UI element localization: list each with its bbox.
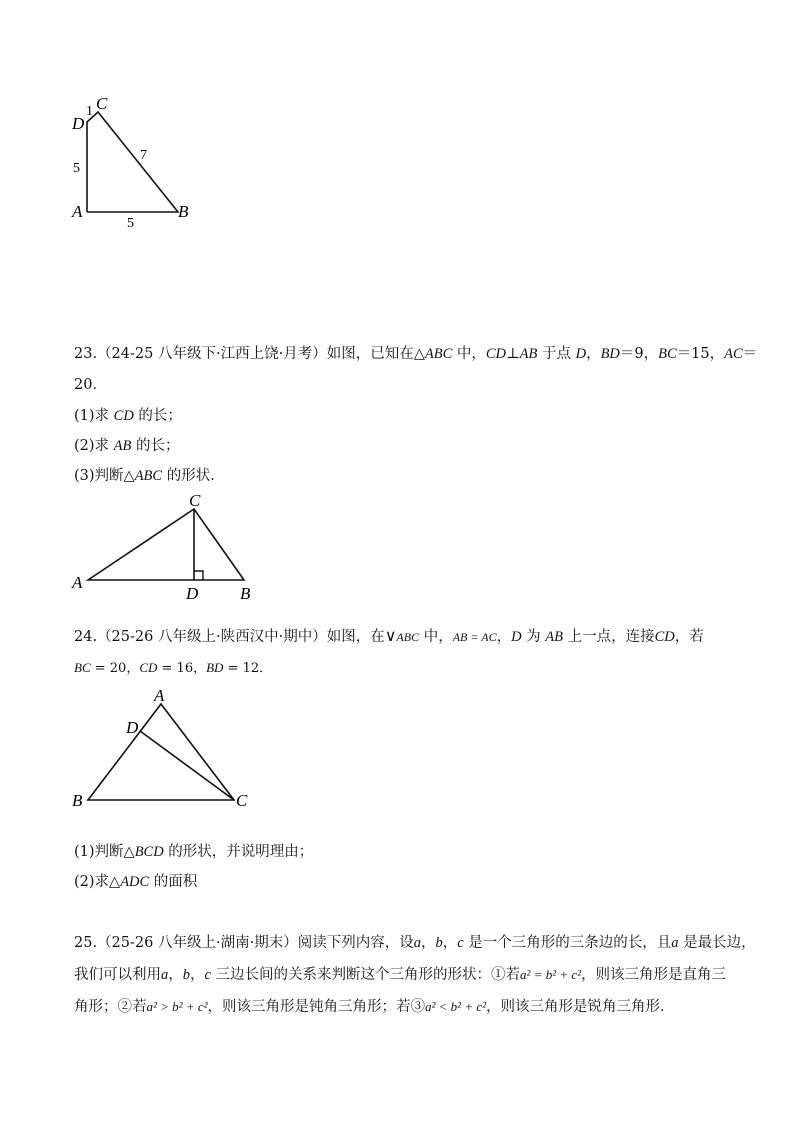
q25-line3: 角形；②若a² > b² + c²，则该三角形是钝角三角形；若③a² < b² + c²，则该三角形是锐角三角形． bbox=[74, 999, 675, 1015]
q23-triangle-figure bbox=[60, 490, 300, 605]
equation-obtuse: a² > b² + c² bbox=[146, 999, 208, 1014]
q24-part1: (1)判断△BCD 的形状，并说明理由； bbox=[74, 844, 314, 860]
side-cb: 7 bbox=[140, 148, 147, 163]
q23-number: 23. bbox=[74, 346, 98, 362]
q23-line2: 20． bbox=[74, 377, 107, 393]
label-B: B bbox=[240, 584, 251, 603]
q25-source: （25-26 八年级上·湖南·期末） bbox=[97, 935, 298, 951]
q23-source: （24-25 八年级下·江西上饶·月考） bbox=[97, 346, 327, 362]
label-A: A bbox=[154, 686, 165, 705]
label-B: B bbox=[72, 791, 83, 810]
label-D: D bbox=[186, 584, 199, 603]
q23-part1: (1)求 CD 的长； bbox=[74, 408, 182, 424]
label-A: A bbox=[72, 202, 83, 221]
equation-right: a² = b² + c² bbox=[520, 967, 582, 982]
q25-line1: 25.（25-26 八年级上·湖南·期末）阅读下列内容，设a，b，c 是一个三角形的三条边的长，且a 是最长边， bbox=[74, 935, 756, 951]
q25-line2: 我们可以利用a，b，c 三边长间的关系来判断这个三角形的形状：①若a² = b² + c²，则该三角形是直角三 bbox=[74, 967, 727, 983]
q23-part2: (2)求 AB 的长； bbox=[74, 438, 180, 454]
q24-line2: BC = 20，CD = 16，BD = 12． bbox=[74, 660, 273, 676]
label-C: C bbox=[189, 491, 201, 510]
label-A: A bbox=[72, 573, 83, 592]
q24-part2: (2)求△ADC 的面积 bbox=[74, 874, 198, 890]
q24-source: （25-26 八年级上·陕西汉中·期中） bbox=[97, 629, 327, 645]
label-C: C bbox=[96, 95, 108, 113]
label-D: D bbox=[126, 718, 139, 737]
label-C: C bbox=[236, 791, 248, 810]
side-ab: 5 bbox=[127, 216, 134, 231]
q25-number: 25. bbox=[74, 935, 98, 951]
side-dc: 1 bbox=[86, 104, 93, 119]
q24-line1: 24.（25-26 八年级上·陕西汉中·期中）如图，在∨ABC 中，AB = AC，D 为 AB 上一点，连接CD，若 bbox=[74, 626, 704, 645]
q23-line1: 23.（24-25 八年级下·江西上饶·月考）如图，已知在△ABC 中，CD⊥AB 于点 D，BD＝9，BC＝15，AC＝ bbox=[74, 346, 758, 362]
equation-acute: a² < b² + c² bbox=[425, 999, 487, 1014]
triangle-symbol: ∨ bbox=[384, 626, 397, 645]
q24-triangle-figure bbox=[60, 685, 270, 815]
label-D: D bbox=[72, 114, 85, 133]
label-B: B bbox=[178, 202, 189, 221]
side-ad: 5 bbox=[73, 161, 80, 176]
q23-part3: (3)判断△ABC 的形状． bbox=[74, 468, 225, 484]
q24-number: 24. bbox=[74, 629, 98, 645]
quadrilateral-figure bbox=[60, 95, 200, 235]
